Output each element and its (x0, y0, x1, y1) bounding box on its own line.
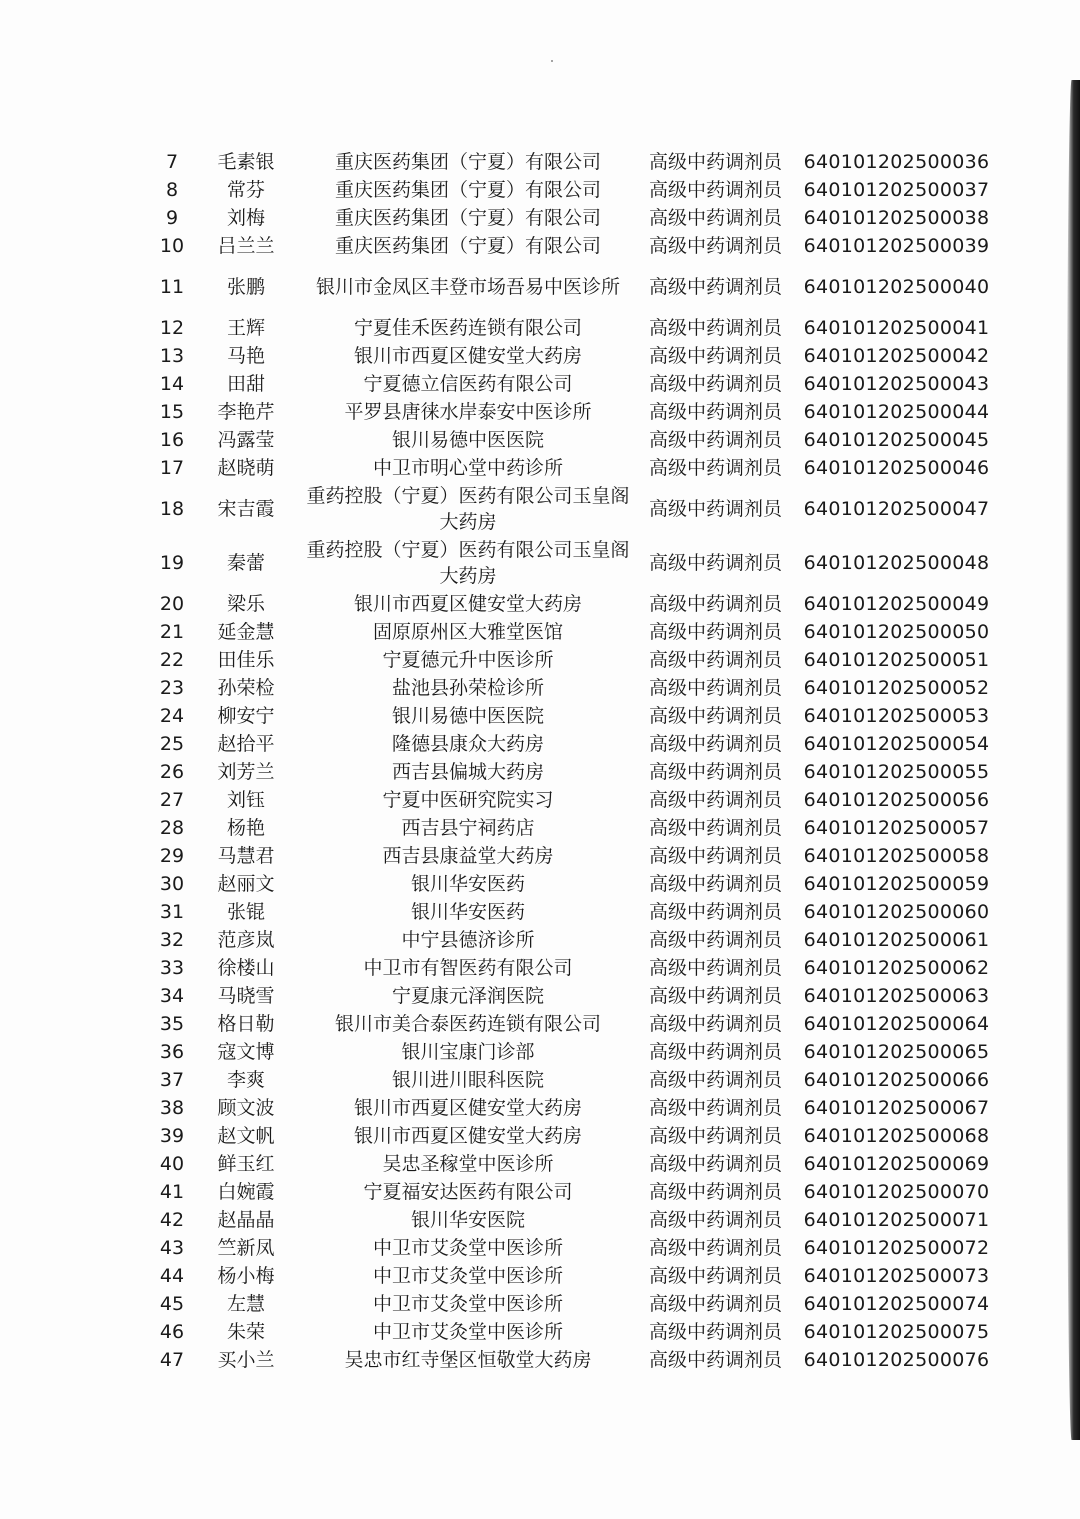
occupation-level: 高级中药调剂员 (648, 345, 782, 367)
work-unit: 隆德县康众大药房 (391, 733, 544, 755)
row-number: 37 (159, 1069, 185, 1091)
certificate-number: 640101202500076 (803, 1349, 990, 1371)
work-unit: 银川市美合泰医药连锁有限公司 (334, 1013, 601, 1035)
occupation-level: 高级中药调剂员 (648, 845, 782, 867)
person-name: 吕兰兰 (217, 235, 275, 257)
certificate-number: 640101202500069 (803, 1153, 990, 1175)
person-name: 赵丽文 (217, 873, 275, 895)
row-number: 22 (159, 649, 185, 671)
certificate-number: 640101202500045 (803, 429, 990, 451)
table-row (150, 398, 1000, 426)
work-unit: 银川易德中医医院 (391, 429, 544, 451)
occupation-level: 高级中药调剂员 (648, 985, 782, 1007)
person-name: 毛素银 (217, 151, 275, 173)
occupation-level: 高级中药调剂员 (648, 1265, 782, 1287)
certificate-number: 640101202500073 (803, 1265, 990, 1287)
certificate-number: 640101202500068 (803, 1125, 990, 1147)
occupation-level: 高级中药调剂员 (648, 1097, 782, 1119)
person-name: 刘芳兰 (217, 761, 275, 783)
table-row (150, 926, 1000, 954)
certificate-number: 640101202500049 (803, 593, 990, 615)
table-row (150, 1094, 1000, 1122)
person-name: 秦蕾 (226, 552, 265, 574)
certificate-number: 640101202500060 (803, 901, 990, 923)
row-number: 32 (159, 929, 185, 951)
occupation-level: 高级中药调剂员 (648, 761, 782, 783)
occupation-level: 高级中药调剂员 (648, 276, 782, 298)
row-number: 44 (159, 1265, 185, 1287)
row-number: 18 (159, 498, 185, 520)
scan-speck (551, 60, 553, 62)
work-unit: 宁夏中医研究院实习 (382, 789, 554, 811)
work-unit: 重药控股（宁夏）医药有限公司玉皇阁大药房 (306, 485, 630, 533)
person-name: 赵文帆 (217, 1125, 275, 1147)
work-unit: 银川市西夏区健安堂大药房 (353, 593, 582, 615)
occupation-level: 高级中药调剂员 (648, 1321, 782, 1343)
certificate-number: 640101202500043 (803, 373, 990, 395)
row-number: 11 (159, 276, 185, 298)
work-unit: 重药控股（宁夏）医药有限公司玉皇阁大药房 (306, 539, 630, 587)
table-row (150, 176, 1000, 204)
row-number: 27 (159, 789, 185, 811)
row-number: 29 (159, 845, 185, 867)
work-unit: 银川市金凤区丰登市场吾易中医诊所 (315, 276, 620, 298)
table-row (150, 1066, 1000, 1094)
person-name: 田甜 (226, 373, 265, 395)
occupation-level: 高级中药调剂员 (648, 429, 782, 451)
certificate-number: 640101202500070 (803, 1181, 990, 1203)
occupation-level: 高级中药调剂员 (648, 957, 782, 979)
occupation-level: 高级中药调剂员 (648, 929, 782, 951)
person-name: 徐楼山 (217, 957, 275, 979)
certificate-number: 640101202500039 (803, 235, 990, 257)
row-number: 12 (159, 317, 185, 339)
certificate-number: 640101202500065 (803, 1041, 990, 1063)
table-row (150, 814, 1000, 842)
table-row (150, 1178, 1000, 1206)
row-number: 15 (159, 401, 185, 423)
person-name: 赵晓萌 (217, 457, 275, 479)
row-number: 19 (159, 552, 185, 574)
occupation-level: 高级中药调剂员 (648, 498, 782, 520)
work-unit: 宁夏德元升中医诊所 (382, 649, 554, 671)
row-number: 14 (159, 373, 185, 395)
table-row (150, 758, 1000, 786)
row-number: 16 (159, 429, 185, 451)
certificate-number: 640101202500052 (803, 677, 990, 699)
certificate-roster-table (150, 148, 1000, 1374)
table-row (150, 702, 1000, 730)
certificate-number: 640101202500061 (803, 929, 990, 951)
person-name: 刘梅 (226, 207, 265, 229)
row-number: 17 (159, 457, 185, 479)
occupation-level: 高级中药调剂员 (648, 317, 782, 339)
person-name: 张鹏 (226, 276, 265, 298)
table-row (150, 982, 1000, 1010)
occupation-level: 高级中药调剂员 (648, 1013, 782, 1035)
work-unit: 银川易德中医医院 (391, 705, 544, 727)
work-unit: 中卫市艾灸堂中医诊所 (372, 1293, 563, 1315)
person-name: 马艳 (226, 345, 265, 367)
row-number: 23 (159, 677, 185, 699)
row-number: 40 (159, 1153, 185, 1175)
occupation-level: 高级中药调剂员 (648, 401, 782, 423)
certificate-number: 640101202500054 (803, 733, 990, 755)
occupation-level: 高级中药调剂员 (648, 235, 782, 257)
table-row (150, 1290, 1000, 1318)
table-row (150, 842, 1000, 870)
occupation-level: 高级中药调剂员 (648, 901, 782, 923)
occupation-level: 高级中药调剂员 (648, 151, 782, 173)
certificate-number: 640101202500038 (803, 207, 990, 229)
person-name: 白婉霞 (217, 1181, 275, 1203)
table-row (150, 786, 1000, 814)
certificate-number: 640101202500055 (803, 761, 990, 783)
work-unit: 银川市西夏区健安堂大药房 (353, 345, 582, 367)
certificate-number: 640101202500059 (803, 873, 990, 895)
row-number: 31 (159, 901, 185, 923)
person-name: 范彦岚 (217, 929, 275, 951)
certificate-number: 640101202500047 (803, 498, 990, 520)
work-unit: 银川市西夏区健安堂大药房 (353, 1125, 582, 1147)
occupation-level: 高级中药调剂员 (648, 1237, 782, 1259)
work-unit: 中卫市明心堂中药诊所 (372, 457, 563, 479)
work-unit: 西吉县偏城大药房 (391, 761, 544, 783)
person-name: 李艳芹 (217, 401, 275, 423)
occupation-level: 高级中药调剂员 (648, 873, 782, 895)
work-unit: 固原原州区大雅堂医馆 (372, 621, 563, 643)
table-row (150, 1318, 1000, 1346)
work-unit: 银川华安医院 (410, 1209, 525, 1231)
table-row (150, 954, 1000, 982)
work-unit: 重庆医药集团（宁夏）有限公司 (334, 179, 601, 201)
person-name: 左慧 (226, 1293, 265, 1315)
person-name: 王辉 (226, 317, 265, 339)
work-unit: 盐池县孙荣检诊所 (391, 677, 544, 699)
table-row (150, 536, 1000, 590)
row-number: 38 (159, 1097, 185, 1119)
table-row (150, 232, 1000, 260)
table-row (150, 1262, 1000, 1290)
table-row (150, 314, 1000, 342)
row-number: 9 (165, 207, 179, 229)
person-name: 赵晶晶 (217, 1209, 275, 1231)
table-row (150, 454, 1000, 482)
work-unit: 重庆医药集团（宁夏）有限公司 (334, 151, 601, 173)
certificate-number: 640101202500067 (803, 1097, 990, 1119)
certificate-number: 640101202500037 (803, 179, 990, 201)
row-number: 39 (159, 1125, 185, 1147)
table-row (150, 674, 1000, 702)
certificate-number: 640101202500066 (803, 1069, 990, 1091)
table-row (150, 370, 1000, 398)
occupation-level: 高级中药调剂员 (648, 552, 782, 574)
person-name: 朱荣 (226, 1321, 265, 1343)
work-unit: 中卫市有智医药有限公司 (363, 957, 573, 979)
work-unit: 重庆医药集团（宁夏）有限公司 (334, 207, 601, 229)
work-unit: 银川华安医药 (410, 901, 525, 923)
person-name: 顾文波 (217, 1097, 275, 1119)
person-name: 鲜玉红 (217, 1153, 275, 1175)
table-row (150, 482, 1000, 536)
row-number: 10 (159, 235, 185, 257)
work-unit: 中宁县德济诊所 (401, 929, 535, 951)
work-unit: 西吉县康益堂大药房 (382, 845, 554, 867)
person-name: 杨艳 (226, 817, 265, 839)
work-unit: 银川宝康门诊部 (401, 1041, 535, 1063)
table-row (150, 148, 1000, 176)
row-number: 41 (159, 1181, 185, 1203)
work-unit: 中卫市艾灸堂中医诊所 (372, 1321, 563, 1343)
row-number: 20 (159, 593, 185, 615)
row-number: 33 (159, 957, 185, 979)
occupation-level: 高级中药调剂员 (648, 789, 782, 811)
table-row (150, 260, 1000, 314)
person-name: 马晓雪 (217, 985, 275, 1007)
row-number: 25 (159, 733, 185, 755)
row-number: 7 (165, 151, 179, 173)
occupation-level: 高级中药调剂员 (648, 677, 782, 699)
occupation-level: 高级中药调剂员 (648, 1209, 782, 1231)
table-row (150, 646, 1000, 674)
work-unit: 宁夏德立信医药有限公司 (363, 373, 573, 395)
certificate-number: 640101202500040 (803, 276, 990, 298)
table-row (150, 730, 1000, 758)
row-number: 21 (159, 621, 185, 643)
work-unit: 吴忠圣稼堂中医诊所 (382, 1153, 554, 1175)
table-row (150, 1010, 1000, 1038)
work-unit: 银川进川眼科医院 (391, 1069, 544, 1091)
person-name: 寇文博 (217, 1041, 275, 1063)
row-number: 8 (165, 179, 179, 201)
occupation-level: 高级中药调剂员 (648, 649, 782, 671)
person-name: 孙荣检 (217, 677, 275, 699)
person-name: 梁乐 (226, 593, 265, 615)
table-row (150, 1150, 1000, 1178)
certificate-number: 640101202500044 (803, 401, 990, 423)
row-number: 34 (159, 985, 185, 1007)
row-number: 26 (159, 761, 185, 783)
occupation-level: 高级中药调剂员 (648, 179, 782, 201)
certificate-number: 640101202500072 (803, 1237, 990, 1259)
work-unit: 重庆医药集团（宁夏）有限公司 (334, 235, 601, 257)
roster-body (150, 148, 1000, 1374)
work-unit: 平罗县唐徕水岸泰安中医诊所 (344, 401, 592, 423)
work-unit: 吴忠市红寺堡区恒敬堂大药房 (344, 1349, 592, 1371)
certificate-number: 640101202500051 (803, 649, 990, 671)
person-name: 常芬 (226, 179, 265, 201)
certificate-number: 640101202500048 (803, 552, 990, 574)
person-name: 买小兰 (217, 1349, 275, 1371)
table-row (150, 618, 1000, 646)
certificate-number: 640101202500046 (803, 457, 990, 479)
occupation-level: 高级中药调剂员 (648, 1181, 782, 1203)
occupation-level: 高级中药调剂员 (648, 1153, 782, 1175)
table-row (150, 898, 1000, 926)
occupation-level: 高级中药调剂员 (648, 1125, 782, 1147)
person-name: 杨小梅 (217, 1265, 275, 1287)
occupation-level: 高级中药调剂员 (648, 1293, 782, 1315)
row-number: 30 (159, 873, 185, 895)
occupation-level: 高级中药调剂员 (648, 621, 782, 643)
occupation-level: 高级中药调剂员 (648, 1349, 782, 1371)
row-number: 28 (159, 817, 185, 839)
occupation-level: 高级中药调剂员 (648, 593, 782, 615)
table-row (150, 590, 1000, 618)
occupation-level: 高级中药调剂员 (648, 733, 782, 755)
row-number: 43 (159, 1237, 185, 1259)
certificate-number: 640101202500036 (803, 151, 990, 173)
work-unit: 中卫市艾灸堂中医诊所 (372, 1237, 563, 1259)
person-name: 刘钰 (226, 789, 265, 811)
row-number: 35 (159, 1013, 185, 1035)
certificate-number: 640101202500050 (803, 621, 990, 643)
certificate-number: 640101202500058 (803, 845, 990, 867)
row-number: 47 (159, 1349, 185, 1371)
person-name: 马慧君 (217, 845, 275, 867)
table-row (150, 1346, 1000, 1374)
work-unit: 宁夏福安达医药有限公司 (363, 1181, 573, 1203)
row-number: 36 (159, 1041, 185, 1063)
certificate-number: 640101202500041 (803, 317, 990, 339)
certificate-number: 640101202500064 (803, 1013, 990, 1035)
certificate-number: 640101202500053 (803, 705, 990, 727)
table-row (150, 204, 1000, 232)
occupation-level: 高级中药调剂员 (648, 1069, 782, 1091)
person-name: 宋吉霞 (217, 498, 275, 520)
certificate-number: 640101202500063 (803, 985, 990, 1007)
occupation-level: 高级中药调剂员 (648, 207, 782, 229)
row-number: 24 (159, 705, 185, 727)
work-unit: 中卫市艾灸堂中医诊所 (372, 1265, 563, 1287)
work-unit: 宁夏康元泽润医院 (391, 985, 544, 1007)
certificate-number: 640101202500042 (803, 345, 990, 367)
table-row (150, 1038, 1000, 1066)
occupation-level: 高级中药调剂员 (648, 457, 782, 479)
occupation-level: 高级中药调剂员 (648, 1041, 782, 1063)
person-name: 竺新凤 (217, 1237, 275, 1259)
row-number: 13 (159, 345, 185, 367)
table-row (150, 1122, 1000, 1150)
table-row (150, 342, 1000, 370)
table-row (150, 1234, 1000, 1262)
person-name: 田佳乐 (217, 649, 275, 671)
work-unit: 银川华安医药 (410, 873, 525, 895)
certificate-number: 640101202500057 (803, 817, 990, 839)
person-name: 延金慧 (217, 621, 275, 643)
work-unit: 宁夏佳禾医药连锁有限公司 (353, 317, 582, 339)
table-row (150, 426, 1000, 454)
occupation-level: 高级中药调剂员 (648, 373, 782, 395)
person-name: 冯露莹 (217, 429, 275, 451)
occupation-level: 高级中药调剂员 (648, 705, 782, 727)
person-name: 赵拾平 (217, 733, 275, 755)
row-number: 46 (159, 1321, 185, 1343)
scan-edge-shadow (1066, 80, 1080, 1440)
row-number: 42 (159, 1209, 185, 1231)
certificate-number: 640101202500074 (803, 1293, 990, 1315)
person-name: 张锟 (226, 901, 265, 923)
certificate-number: 640101202500062 (803, 957, 990, 979)
person-name: 李爽 (226, 1069, 265, 1091)
work-unit: 银川市西夏区健安堂大药房 (353, 1097, 582, 1119)
certificate-number: 640101202500071 (803, 1209, 990, 1231)
certificate-number: 640101202500056 (803, 789, 990, 811)
certificate-number: 640101202500075 (803, 1321, 990, 1343)
person-name: 格日勒 (217, 1013, 275, 1035)
work-unit: 西吉县宁祠药店 (401, 817, 535, 839)
table-row (150, 870, 1000, 898)
table-row (150, 1206, 1000, 1234)
person-name: 柳安宁 (217, 705, 275, 727)
row-number: 45 (159, 1293, 185, 1315)
occupation-level: 高级中药调剂员 (648, 817, 782, 839)
